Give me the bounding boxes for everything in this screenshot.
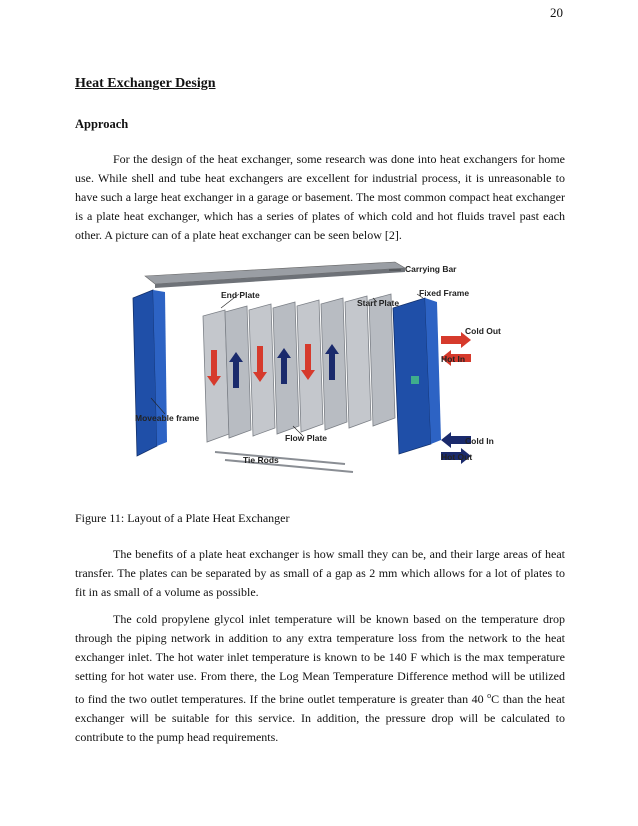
paragraph-benefits: The benefits of a plate heat exchanger is how small they can be, and their large areas of heat transfer. The plates can be separated by as small of a gap as 2 mm which allows for a lot of plates to fit in as small of a volume as possible. bbox=[75, 547, 565, 599]
label-hot-out: Hot Out bbox=[441, 452, 473, 462]
label-fixed-frame: Fixed Frame bbox=[419, 288, 470, 298]
label-moveable-frame: Moveable frame bbox=[135, 413, 200, 423]
figure-caption: Figure 11: Layout of a Plate Heat Exchanger bbox=[75, 511, 290, 525]
degree-symbol: o bbox=[487, 691, 492, 700]
label-hot-in: Hot In bbox=[441, 354, 466, 364]
section-title: Heat Exchanger Design bbox=[75, 76, 216, 91]
label-cold-out: Cold Out bbox=[465, 326, 501, 336]
paragraph-approach: For the design of the heat exchanger, some research was done into heat exchangers for home use. While shell and tube heat exchangers are excellent for industrial process, it is unreasonable to have such a large heat exchanger in a garage or basement. The most common compact heat exchanger is a plate heat exchanger, which has a series of plates of which cold and hot fluids travel past each other. A picture can of a plate heat exchanger can be seen below [2]. bbox=[75, 152, 565, 242]
label-tie-rods: Tie Rods bbox=[243, 455, 279, 465]
p3-text-1: The cold propylene glycol inlet temperature will be known based on the temperature drop through the piping network in addition to any extra temperature loss from the network to the heat exchanger inlet. The hot water inlet temperature is known to be 140 bbox=[75, 612, 565, 664]
celsius-unit: C bbox=[491, 692, 500, 706]
fahrenheit-unit: F bbox=[410, 650, 417, 664]
page-number: 20 bbox=[550, 5, 563, 20]
paragraph-temperatures bbox=[75, 610, 565, 747]
label-carrying-bar: Carrying Bar bbox=[405, 264, 457, 274]
p3-text-2: which is the max temperature setting for hot water use. From there, the Log Mean Temperature Difference method will be utilized to find the two outlet temperatures. If the brine outlet temperature is greater than 40 bbox=[75, 650, 565, 706]
label-flow-plate: Flow Plate bbox=[285, 433, 328, 443]
subheading: Approach bbox=[75, 117, 129, 131]
label-start-plate: Start Plate bbox=[357, 298, 400, 308]
p3-text-3: than the heat exchanger will be suitable for this service. In addition, the pressure drop will be calculated to contribute to the pump head requirements. bbox=[75, 692, 566, 744]
heat-exchanger-illustration bbox=[125, 258, 525, 480]
plate-heat-exchanger-figure bbox=[125, 258, 525, 480]
label-cold-in: Cold In bbox=[465, 436, 494, 446]
label-end-plate: End Plate bbox=[221, 290, 260, 300]
